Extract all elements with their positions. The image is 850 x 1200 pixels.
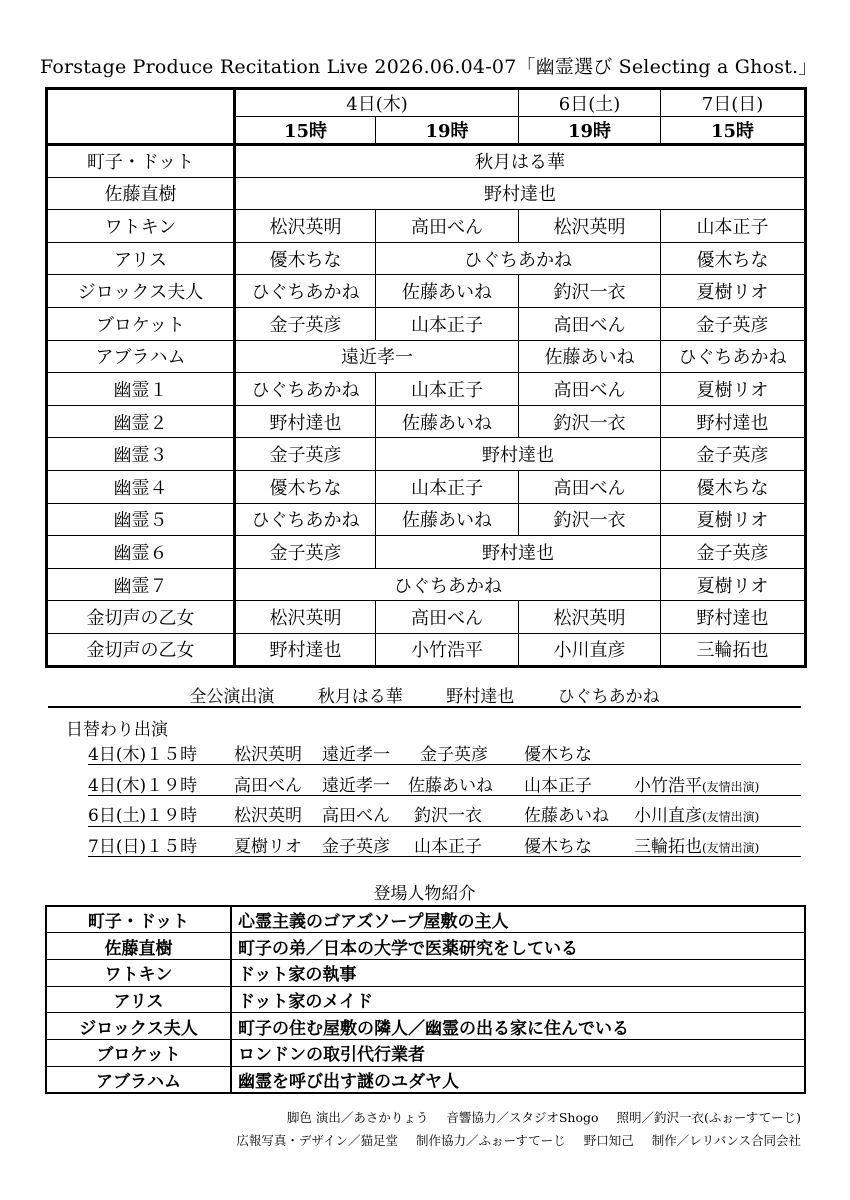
daily-row	[88, 771, 801, 801]
guest-note: (友情出演)	[702, 841, 760, 855]
actor-cell: 秋月はる華	[235, 145, 806, 178]
corner-cell	[47, 89, 235, 145]
actor-cell: 夏樹リオ	[661, 503, 806, 536]
actor-cell: 小川直彦	[519, 633, 661, 666]
daily-actor: 佐藤あいね	[408, 776, 493, 796]
character-intro-table	[45, 905, 806, 1094]
time-header: 19時	[376, 117, 519, 145]
cast-row	[47, 601, 806, 634]
all-performances-name: 秋月はる華	[317, 687, 403, 707]
character-name: ワトキン	[46, 959, 231, 986]
actor-cell: 野村達也	[661, 405, 806, 438]
actor-cell: 山本正子	[376, 470, 519, 503]
role-name: ジロックス夫人	[47, 275, 235, 308]
cast-row	[47, 438, 806, 471]
daily-guest	[634, 771, 759, 796]
credit-item: 制作協力／ふぉーすてーじ	[415, 1133, 566, 1148]
daily-row	[88, 740, 801, 770]
date-header: 7日(日)	[661, 89, 806, 117]
actor-cell: 高田べん	[519, 373, 661, 406]
character-desc: 町子の住む屋敷の隣人／幽霊の出る家に住んでいる	[231, 1013, 805, 1040]
all-performances-name: ひぐちあかね	[557, 687, 660, 707]
daily-actor: 山本正子	[524, 776, 592, 796]
character-row	[46, 933, 805, 960]
role-name: アブラハム	[47, 340, 235, 373]
all-performances-line	[48, 682, 801, 707]
daily-actor: 松沢英明	[234, 806, 302, 826]
actor-cell: 野村達也	[661, 601, 806, 634]
daily-divider	[88, 764, 801, 765]
character-desc: ドット家の執事	[231, 959, 805, 986]
actor-cell: 高田べん	[519, 307, 661, 340]
actor-cell: 小竹浩平	[376, 633, 519, 666]
daily-row	[88, 832, 801, 862]
actor-cell: 金子英彦	[235, 536, 376, 569]
daily-actor: 遠近孝一	[322, 745, 390, 765]
daily-date: 7日(日)１５時	[88, 837, 198, 857]
actor-cell: 夏樹リオ	[661, 568, 806, 601]
actor-cell: 山本正子	[661, 210, 806, 243]
daily-actor: 高田べん	[234, 776, 302, 796]
daily-actor: 優木ちな	[524, 837, 592, 857]
character-name: ブロケット	[46, 1039, 231, 1066]
character-row	[46, 1039, 805, 1066]
guest-name: 小竹浩平	[634, 776, 702, 796]
cast-row	[47, 177, 806, 210]
time-header: 15時	[661, 117, 806, 145]
role-name: 幽霊２	[47, 405, 235, 438]
actor-cell: 釣沢一衣	[519, 275, 661, 308]
cast-row	[47, 373, 806, 406]
daily-divider	[88, 826, 801, 827]
actor-cell: 松沢英明	[235, 210, 376, 243]
cast-row	[47, 242, 806, 275]
actor-cell: ひぐちあかね	[235, 568, 661, 601]
actor-cell: 遠近孝一	[235, 340, 519, 373]
character-name: ジロックス夫人	[46, 1013, 231, 1040]
actor-cell: 佐藤あいね	[376, 275, 519, 308]
actor-cell: 野村達也	[376, 438, 661, 471]
daily-actor: 松沢英明	[234, 745, 302, 765]
date-header: 4日(木)	[235, 89, 519, 117]
actor-cell: 釣沢一衣	[519, 503, 661, 536]
actor-cell: 野村達也	[376, 536, 661, 569]
actor-cell: 野村達也	[235, 633, 376, 666]
character-name: アブラハム	[46, 1066, 231, 1093]
credit-item: 照明／釣沢一衣(ふぉーすてーじ)	[616, 1110, 801, 1125]
daily-date: 6日(土)１９時	[88, 806, 198, 826]
cast-row	[47, 145, 806, 178]
actor-cell: 山本正子	[376, 307, 519, 340]
page-title: Forstage Produce Recitation Live 2026.06.04-07「幽霊選び Selecting a Ghost.」	[40, 56, 818, 78]
role-name: 幽霊５	[47, 503, 235, 536]
actor-cell: ひぐちあかね	[376, 242, 661, 275]
role-name: 幽霊３	[47, 438, 235, 471]
time-header: 15時	[235, 117, 376, 145]
role-name: 町子・ドット	[47, 145, 235, 178]
character-desc: 心霊主義のゴアズソープ屋敷の主人	[231, 906, 805, 933]
character-name: 佐藤直樹	[46, 933, 231, 960]
daily-divider	[88, 856, 801, 857]
actor-cell: 優木ちな	[661, 242, 806, 275]
role-name: アリス	[47, 242, 235, 275]
daily-date: 4日(木)１５時	[88, 745, 198, 765]
character-row	[46, 959, 805, 986]
time-header: 19時	[519, 117, 661, 145]
character-name: アリス	[46, 986, 231, 1013]
credit-item: 広報写真・デザイン／猫足堂	[236, 1133, 398, 1148]
actor-cell: 野村達也	[235, 405, 376, 438]
actor-cell: ひぐちあかね	[235, 503, 376, 536]
actor-cell: 金子英彦	[661, 438, 806, 471]
cast-row	[47, 275, 806, 308]
daily-actor: 高田べん	[322, 806, 390, 826]
cast-row	[47, 340, 806, 373]
daily-actor: 金子英彦	[420, 745, 488, 765]
actor-cell: ひぐちあかね	[235, 275, 376, 308]
all-performances-label: 全公演出演	[189, 687, 275, 707]
credit-item: 制作／レリバンス合同会社	[651, 1133, 801, 1148]
cast-row	[47, 503, 806, 536]
character-desc: 町子の弟／日本の大学で医薬研究をしている	[231, 933, 805, 960]
character-row	[46, 906, 805, 933]
daily-actor: 釣沢一衣	[414, 806, 482, 826]
actor-cell: 金子英彦	[235, 307, 376, 340]
daily-actor: 夏樹リオ	[234, 837, 302, 857]
daily-date: 4日(木)１９時	[88, 776, 198, 796]
role-name: 佐藤直樹	[47, 177, 235, 210]
character-row	[46, 986, 805, 1013]
actor-cell: 優木ちな	[235, 242, 376, 275]
credit-item: 音響協力／スタジオShogo	[446, 1110, 599, 1125]
cast-row	[47, 307, 806, 340]
daily-actor: 優木ちな	[524, 745, 592, 765]
guest-note: (友情出演)	[702, 810, 760, 824]
actor-cell: 松沢英明	[519, 210, 661, 243]
character-desc: ロンドンの取引代行業者	[231, 1039, 805, 1066]
guest-note: (友情出演)	[702, 780, 760, 794]
character-desc: 幽霊を呼び出す謎のユダヤ人	[231, 1066, 805, 1093]
actor-cell: 佐藤あいね	[376, 405, 519, 438]
actor-cell: 夏樹リオ	[661, 373, 806, 406]
actor-cell: 高田べん	[519, 470, 661, 503]
cast-row	[47, 568, 806, 601]
character-row	[46, 1066, 805, 1093]
actor-cell: 優木ちな	[661, 470, 806, 503]
credit-item: 野口知己	[583, 1133, 634, 1148]
role-name: 金切声の乙女	[47, 601, 235, 634]
cast-row	[47, 536, 806, 569]
actor-cell: 金子英彦	[661, 536, 806, 569]
cast-row	[47, 470, 806, 503]
date-header-row	[47, 89, 806, 117]
actor-cell: 夏樹リオ	[661, 275, 806, 308]
daily-divider	[88, 795, 801, 796]
character-intro-title: 登場人物紹介	[373, 884, 476, 904]
role-name: 幽霊４	[47, 470, 235, 503]
actor-cell: 佐藤あいね	[519, 340, 661, 373]
role-name: 幽霊１	[47, 373, 235, 406]
cast-row	[47, 633, 806, 666]
actor-cell: 三輪拓也	[661, 633, 806, 666]
character-name: 町子・ドット	[46, 906, 231, 933]
cast-table	[45, 87, 807, 668]
actor-cell: ひぐちあかね	[661, 340, 806, 373]
role-name: ワトキン	[47, 210, 235, 243]
guest-name: 三輪拓也	[634, 837, 702, 857]
actor-cell: 高田べん	[376, 210, 519, 243]
role-name: ブロケット	[47, 307, 235, 340]
role-name: 幽霊６	[47, 536, 235, 569]
actor-cell: 高田べん	[376, 601, 519, 634]
character-desc: ドット家のメイド	[231, 986, 805, 1013]
role-name: 幽霊７	[47, 568, 235, 601]
guest-name: 小川直彦	[634, 806, 702, 826]
daily-actor: 佐藤あいね	[524, 806, 609, 826]
daily-actor: 山本正子	[414, 837, 482, 857]
actor-cell: 釣沢一衣	[519, 405, 661, 438]
section-divider	[48, 706, 801, 708]
daily-actor: 金子英彦	[322, 837, 390, 857]
role-name: 金切声の乙女	[47, 633, 235, 666]
credit-item: 脚色 演出／あさかりょう	[286, 1110, 429, 1125]
actor-cell: 優木ちな	[235, 470, 376, 503]
actor-cell: 金子英彦	[661, 307, 806, 340]
credits-line	[48, 1131, 801, 1149]
actor-cell: ひぐちあかね	[235, 373, 376, 406]
daily-actor: 遠近孝一	[322, 776, 390, 796]
daily-guest	[634, 801, 759, 826]
cast-row	[47, 405, 806, 438]
daily-cast-title: 日替わり出演	[66, 720, 168, 740]
actor-cell: 山本正子	[376, 373, 519, 406]
cast-row	[47, 210, 806, 243]
credits-line	[48, 1108, 801, 1126]
actor-cell: 金子英彦	[235, 438, 376, 471]
date-header: 6日(土)	[519, 89, 661, 117]
all-performances-name: 野村達也	[446, 687, 515, 707]
actor-cell: 松沢英明	[519, 601, 661, 634]
actor-cell: 佐藤あいね	[376, 503, 519, 536]
character-row	[46, 1013, 805, 1040]
actor-cell: 松沢英明	[235, 601, 376, 634]
daily-guest	[634, 832, 759, 857]
actor-cell: 野村達也	[235, 177, 806, 210]
